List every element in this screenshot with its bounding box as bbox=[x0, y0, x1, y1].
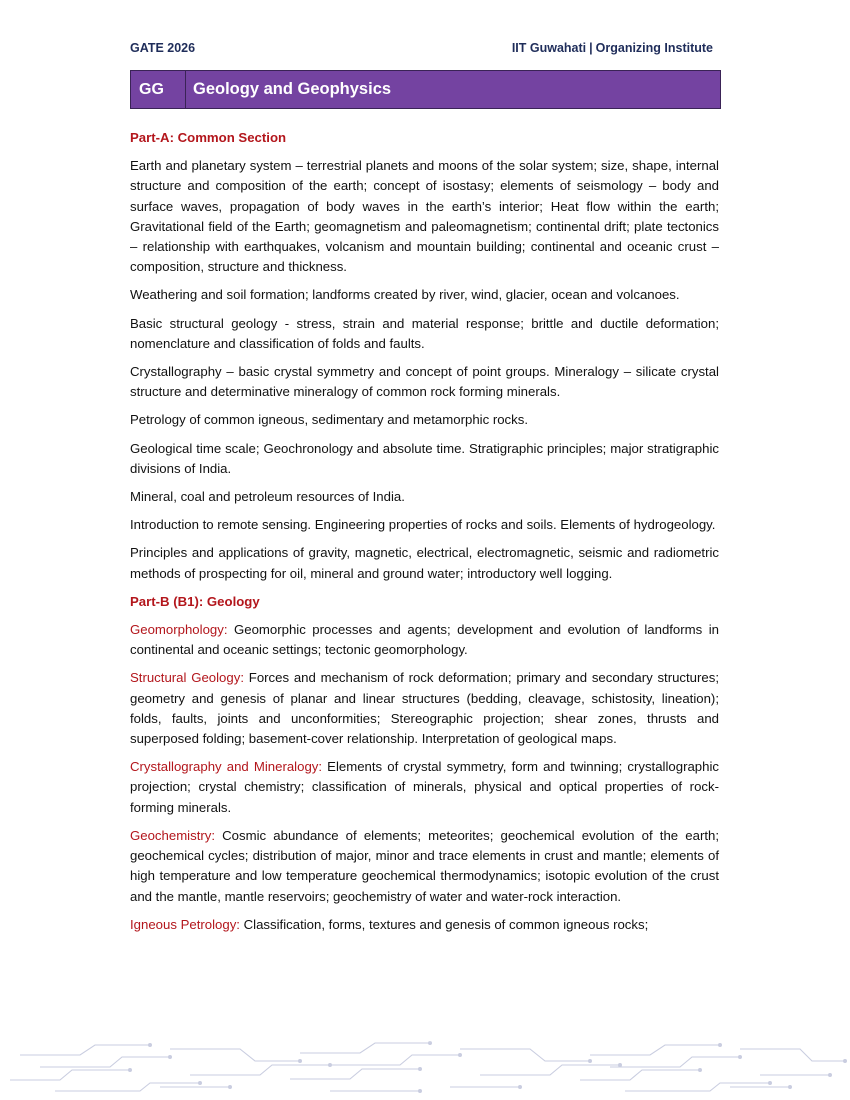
organizer-label bbox=[512, 41, 713, 55]
exam-label: GATE 2026 bbox=[130, 41, 196, 55]
part-a-heading: Part-A: Common Section bbox=[130, 130, 287, 145]
topic-crystallography bbox=[130, 757, 719, 818]
part-b-heading: Part-B (B1): Geology bbox=[130, 593, 260, 609]
circuit-footer-decoration bbox=[0, 1035, 850, 1100]
part-a-paragraph: Basic structural geology - stress, strain and material response; brittle and ductile deformation; nomenclature and classification of folds and faults. bbox=[130, 315, 719, 351]
header-separator: | bbox=[589, 41, 593, 55]
topic-term: Crystallography and Mineralogy: bbox=[130, 759, 323, 775]
paper-title: Geology and Geophysics bbox=[193, 80, 392, 98]
topic-geomorphology bbox=[130, 620, 719, 660]
page-header bbox=[130, 41, 713, 59]
topic-term: Structural Geology: bbox=[130, 670, 244, 686]
part-a-paragraph: Mineral, coal and petroleum resources of India. bbox=[130, 489, 405, 505]
topic-term: Geochemistry: bbox=[130, 827, 216, 843]
part-a-paragraph: Crystallography – basic crystal symmetry and concept of point groups. Mineralogy – silicate crystal structure and determinative mineralogy of common rock forming minerals. bbox=[130, 364, 719, 400]
institute-role: Organizing Institute bbox=[595, 41, 713, 55]
topic-text: Forces and mechanism of rock deformation; primary and secondary structures; geometry and genesis of planar and linear structures (bedding, cleavage, schistosity, lineation); folds, faults, joints and unconformities; Stereographic projection; shear zones, thrusts and superposed folding; basement-cover relationship. Interpretation of geological maps. bbox=[130, 670, 720, 747]
institute-name: IIT Guwahati bbox=[511, 41, 587, 55]
paper-code: GG bbox=[131, 71, 186, 108]
topic-geochemistry bbox=[130, 826, 719, 907]
part-a-paragraph: Introduction to remote sensing. Engineering properties of rocks and soils. Elements of hydrogeology. bbox=[130, 517, 716, 533]
topic-text: Cosmic abundance of elements; meteorites; geochemical evolution of the earth; geochemical cycles; distribution of major, minor and trace elements in crust and mantle; elements of high temperature and low temperature geochemical thermodynamics; isotopic evolution of the crust and the mantle, mantle reservoirs; geochemistry of water and water-rock interaction. bbox=[130, 827, 719, 904]
paper-banner bbox=[130, 70, 721, 109]
topic-structural-geology bbox=[130, 668, 719, 749]
topic-term: Geomorphology: bbox=[130, 622, 228, 638]
part-a-paragraph: Weathering and soil formation; landforms created by river, wind, glacier, ocean and volcanoes. bbox=[130, 287, 680, 303]
topic-term: Igneous Petrology: bbox=[130, 916, 240, 932]
part-a-paragraph: Geological time scale; Geochronology and absolute time. Stratigraphic principles; major stratigraphic divisions of India. bbox=[130, 440, 719, 476]
topic-text: Geomorphic processes and agents; development and evolution of landforms in continental and oceanic settings; tectonic geomorphology. bbox=[130, 622, 719, 658]
topic-text: Elements of crystal symmetry, form and twinning; crystallographic projection; crystal chemistry; classification of minerals, physical and optical properties of rock- forming minerals. bbox=[130, 759, 719, 815]
part-a-paragraph: Earth and planetary system – terrestrial planets and moons of the solar system; size, shape, internal structure and composition of the earth; concept of isostasy; elements of seismology – body and surface waves, propagation of body waves in the earth’s interior; Heat flow within the earth; Gravitational field of the Earth; geomagnetism and paleomagnetism; continental drift; plate tectonics – relationship with earthquakes, volcanism and mountain building; continental and oceanic crust – composition, structure and thickness. bbox=[130, 158, 719, 275]
syllabus-content bbox=[130, 128, 719, 943]
topic-igneous-petrology bbox=[130, 915, 719, 935]
part-a-paragraph: Petrology of common igneous, sedimentary and metamorphic rocks. bbox=[130, 412, 529, 428]
topic-text: Classification, forms, textures and genesis of common igneous rocks; bbox=[239, 916, 649, 932]
part-a-paragraph: Principles and applications of gravity, magnetic, electrical, electromagnetic, seismic and radiometric methods of prospecting for oil, mineral and ground water; introductory well logging. bbox=[130, 545, 719, 581]
